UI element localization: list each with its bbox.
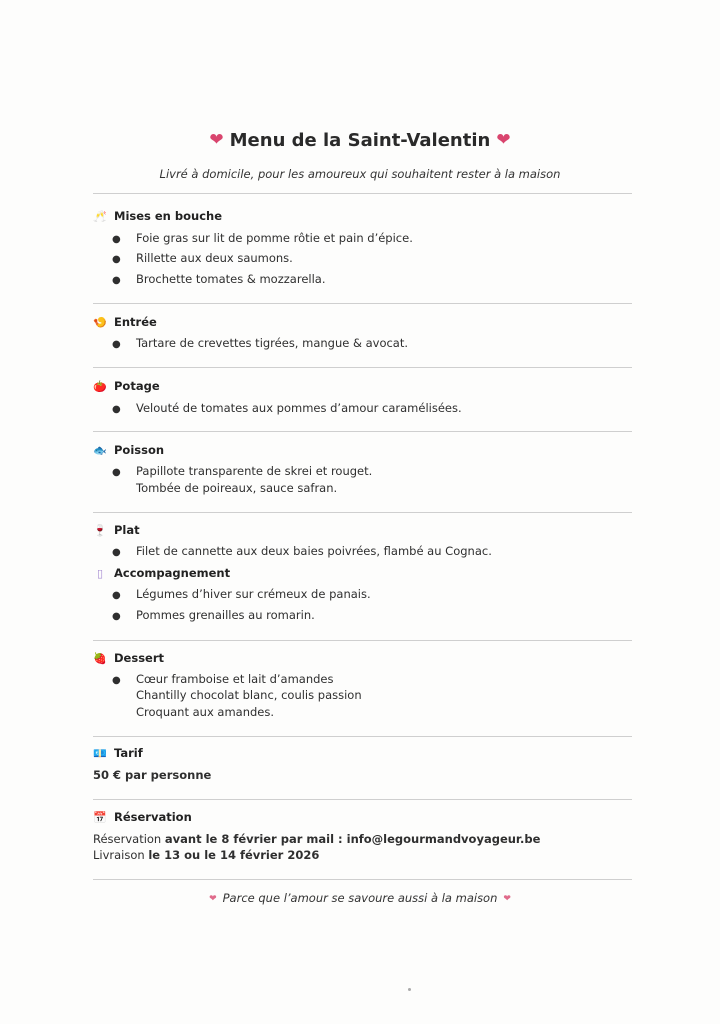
champagne-glasses-icon: 🥂	[93, 209, 107, 223]
section-heading-reservation: 📅 Réservation	[93, 810, 192, 824]
section-heading-plat: 🍷 Plat	[93, 523, 140, 537]
money-icon: 💶	[93, 746, 107, 760]
heart-icon: ❤	[503, 894, 511, 904]
section-heading-entree: 🍤 Entrée	[93, 315, 157, 329]
reservation-line: Réservation avant le 8 février par mail : info@legourmandvoyageur.be	[93, 832, 541, 846]
divider	[93, 303, 632, 304]
section-heading-dessert: 🍓 Dessert	[93, 651, 165, 665]
scan-speck	[408, 988, 411, 991]
list-item-continuation: Chantilly chocolat blanc, coulis passion	[136, 688, 362, 702]
divider	[93, 879, 632, 880]
divider	[93, 799, 632, 800]
list-item-continuation: Tombée de poireaux, sauce safran.	[136, 481, 338, 495]
heart-icon: ❤	[209, 894, 217, 904]
shrimp-icon: 🍤	[93, 315, 107, 329]
menu-title	[0, 130, 720, 151]
divider	[93, 736, 632, 737]
list-item: ● Filet de cannette aux deux baies poivrées, flambé au Cognac.	[112, 544, 492, 558]
list-item-continuation: Croquant aux amandes.	[136, 705, 275, 719]
footer-tagline: ❤ Parce que l’amour se savoure aussi à la maison ❤	[209, 891, 511, 905]
calendar-icon: 📅	[93, 810, 107, 824]
heart-sparkle-icon: ❤	[496, 130, 511, 150]
placemat-icon: ▯	[96, 566, 104, 580]
list-item: ● Cœur framboise et lait d’amandes	[112, 672, 334, 686]
list-item: ● Légumes d’hiver sur crémeux de panais.	[112, 587, 371, 601]
section-heading-accompagnement: ▯ Accompagnement	[93, 566, 230, 580]
section-heading-tarif: 💶 Tarif	[93, 746, 143, 760]
menu-subtitle: Livré à domicile, pour les amoureux qui souhaitent rester à la maison	[159, 167, 561, 181]
wine-glass-icon: 🍷	[93, 523, 107, 537]
list-item: ● Tartare de crevettes tigrées, mangue & avocat.	[112, 336, 409, 350]
heart-sparkle-icon: ❤	[209, 130, 224, 150]
section-heading-potage: 🍅 Potage	[93, 379, 160, 393]
divider	[93, 367, 632, 368]
list-item: ● Pommes grenailles au romarin.	[112, 608, 315, 622]
divider	[93, 193, 632, 194]
list-item: ● Foie gras sur lit de pomme rôtie et pain d’épice.	[112, 231, 413, 245]
list-item: ● Rillette aux deux saumons.	[112, 251, 293, 265]
section-heading-mises: 🥂 Mises en bouche	[93, 209, 222, 223]
price-text: 50 € par personne	[93, 768, 212, 782]
list-item: ● Papillote transparente de skrei et rouget.	[112, 464, 373, 478]
strawberry-icon: 🍓	[93, 651, 107, 665]
tomato-icon: 🍅	[93, 379, 107, 393]
divider	[93, 512, 632, 513]
delivery-line: Livraison le 13 ou le 14 février 2026	[93, 848, 320, 862]
divider	[93, 431, 632, 432]
fish-icon: 🐟	[93, 443, 107, 457]
reservation-email: avant le 8 février par mail : info@legourmandvoyageur.be	[164, 832, 541, 846]
list-item: ● Brochette tomates & mozzarella.	[112, 272, 326, 286]
title-text: Menu de la Saint-Valentin	[229, 130, 491, 151]
list-item: ● Velouté de tomates aux pommes d’amour caramélisées.	[112, 401, 462, 415]
divider	[93, 640, 632, 641]
section-heading-poisson: 🐟 Poisson	[93, 443, 165, 457]
